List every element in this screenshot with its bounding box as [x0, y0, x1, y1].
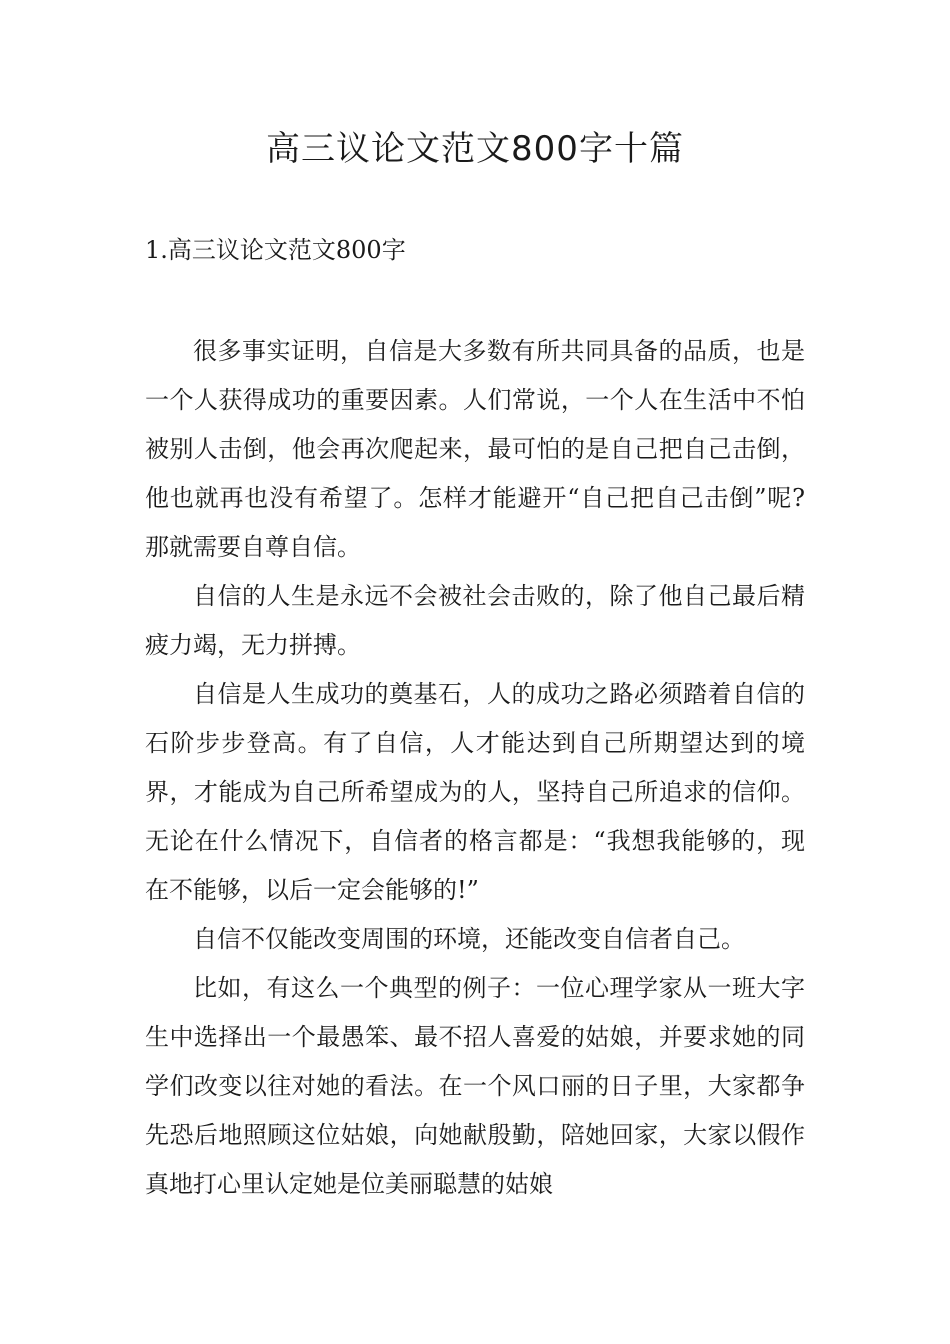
section-heading: 1.高三议论文范文800字 — [145, 236, 406, 264]
paragraph: 很多事实证明，自信是大多数有所共同具备的品质，也是一个人获得成功的重要因素。人们常说，一个人在生活中不怕被别人击倒，他会再次爬起来，最可怕的是自己把自己击倒，他也就再也没有希望了。怎样才能避开“自己把自己击倒”呢?那就需要自尊自信。 — [145, 337, 805, 561]
paragraph: 自信不仅能改变周围的环境，还能改变自信者自己。 — [193, 925, 745, 953]
document-title: 高三议论文范文800字十篇 — [266, 129, 684, 169]
paragraph: 比如，有这么一个典型的例子：一位心理学家从一班大字生中选择出一个最愚笨、最不招人喜爱的姑娘，并要求她的同学们改变以往对她的看法。在一个风口丽的日子里，大家都争先恐后地照顾这位姑娘，向她献殷勤，陪她回家，大家以假作真地打心里认定她是位美丽聪慧的姑娘 — [145, 974, 805, 1198]
paragraph: 自信是人生成功的奠基石，人的成功之路必须踏着自信的石阶步步登高。有了自信，人才能达到自己所期望达到的境界，才能成为自己所希望成为的人，坚持自己所追求的信仰。无论在什么情况下，自信者的格言都是：“我想我能够的，现在不能够，以后一定会能够的!” — [145, 680, 805, 904]
document-body — [145, 327, 805, 1209]
paragraph: 自信的人生是永远不会被社会击败的，除了他自己最后精疲力竭，无力拼搏。 — [145, 582, 805, 659]
